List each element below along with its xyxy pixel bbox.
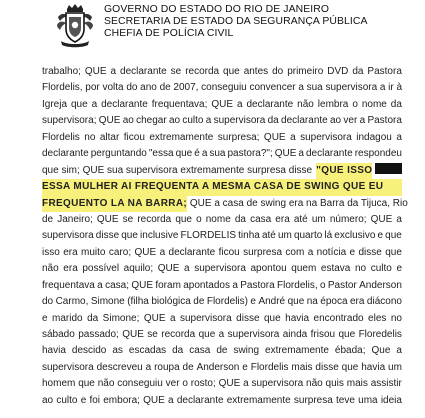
letterhead — [104, 4, 368, 40]
text-line: que sim; QUE sua supervisora extremamente surpresa disse "QUE ISSO — [42, 163, 402, 179]
text-line: Flordelis no altar ficou extremamente surpresa; QUE a supervisora indagou a — [42, 131, 402, 143]
text-line: de Janeiro; QUE se recorda que o nome da casa era até um número; QUE a — [42, 213, 402, 225]
highlighted-quote: ESSA MULHER AI FREQUENTA A MESMA CASA DE SWING QUE EU — [42, 179, 402, 195]
text-line: ao culto e foi embora; QUE a declarante extremamente surpresa teve uma ideia — [42, 394, 402, 406]
header-line-government: GOVERNO DO ESTADO DO RIO DE JANEIRO — [104, 4, 330, 15]
header-line-police: CHEFIA DE POLÍCIA CIVIL — [104, 28, 234, 39]
testimony-text — [42, 64, 408, 409]
text-line: homem que não conseguiu ver o rosto; QUE a supervisora não quis mais assistir — [42, 378, 402, 390]
highlighted-quote: "QUE ISSO — [316, 163, 372, 179]
text-line: Igreja que a declarante frequentava; QUE a declarante não lembra o nome da — [42, 98, 402, 110]
highlighted-quote: FREQUENTO LA NA BARRA; — [42, 196, 187, 212]
text-line: declarante perguntando "essa que é a sua pastora?"; QUE a declarante respondeu — [42, 148, 402, 160]
text-line: e marido da Simone; QUE a supervisora disse que havia encontrado eles no — [42, 312, 402, 324]
text-line: do Carmo, Simone (filha biológica de Flordelis) e André que na época era diácono — [42, 296, 402, 308]
redaction-bar — [375, 163, 402, 174]
text-line: isso era muito caro; QUE a declarante ficou surpresa com a notícia e disse que — [42, 246, 402, 258]
text-line: sábado passado; QUE se recorda que a supervisora ainda frisou que Floredelis — [42, 329, 402, 340]
text-line: frequentava a casa; QUE foram apontados a Pastora Flordelis, o Pastor Anderson — [42, 279, 402, 291]
text-line: supervisora; QUE ao chegar ao culto a supervisora da declarante ao ver a Pastora — [42, 115, 402, 127]
text-line: supervisora disse que inclusive FLORDELIS tinha até um quarto lá exclusivo e que — [42, 230, 402, 242]
text-line: não era possível aquilo; QUE a supervisora apontou quem estava no culto e — [42, 263, 402, 275]
text-line: supervisora descreveu a roupa de Anderson e Flordelis mais disse que havia um — [42, 361, 402, 373]
text-line — [42, 179, 402, 195]
text-line: havia descido as escadas da casa de swing extremamente ébada; Que a — [42, 345, 402, 357]
coat-of-arms-icon — [55, 3, 95, 49]
header-line-secretariat: SECRETARIA DE ESTADO DA SEGURANÇA PÚBLICA — [104, 16, 368, 27]
text-line: trabalho; QUE a declarante se recorda que antes do primeiro DVD da Pastora — [42, 66, 402, 77]
text-line: Flordelis, por volta do ano de 2007, conseguiu convencer a sua supervisora a ir à — [42, 82, 402, 94]
text-line: FREQUENTO LA NA BARRA; QUE a casa de swing era na Barra da Tijuca, Rio — [42, 196, 402, 212]
